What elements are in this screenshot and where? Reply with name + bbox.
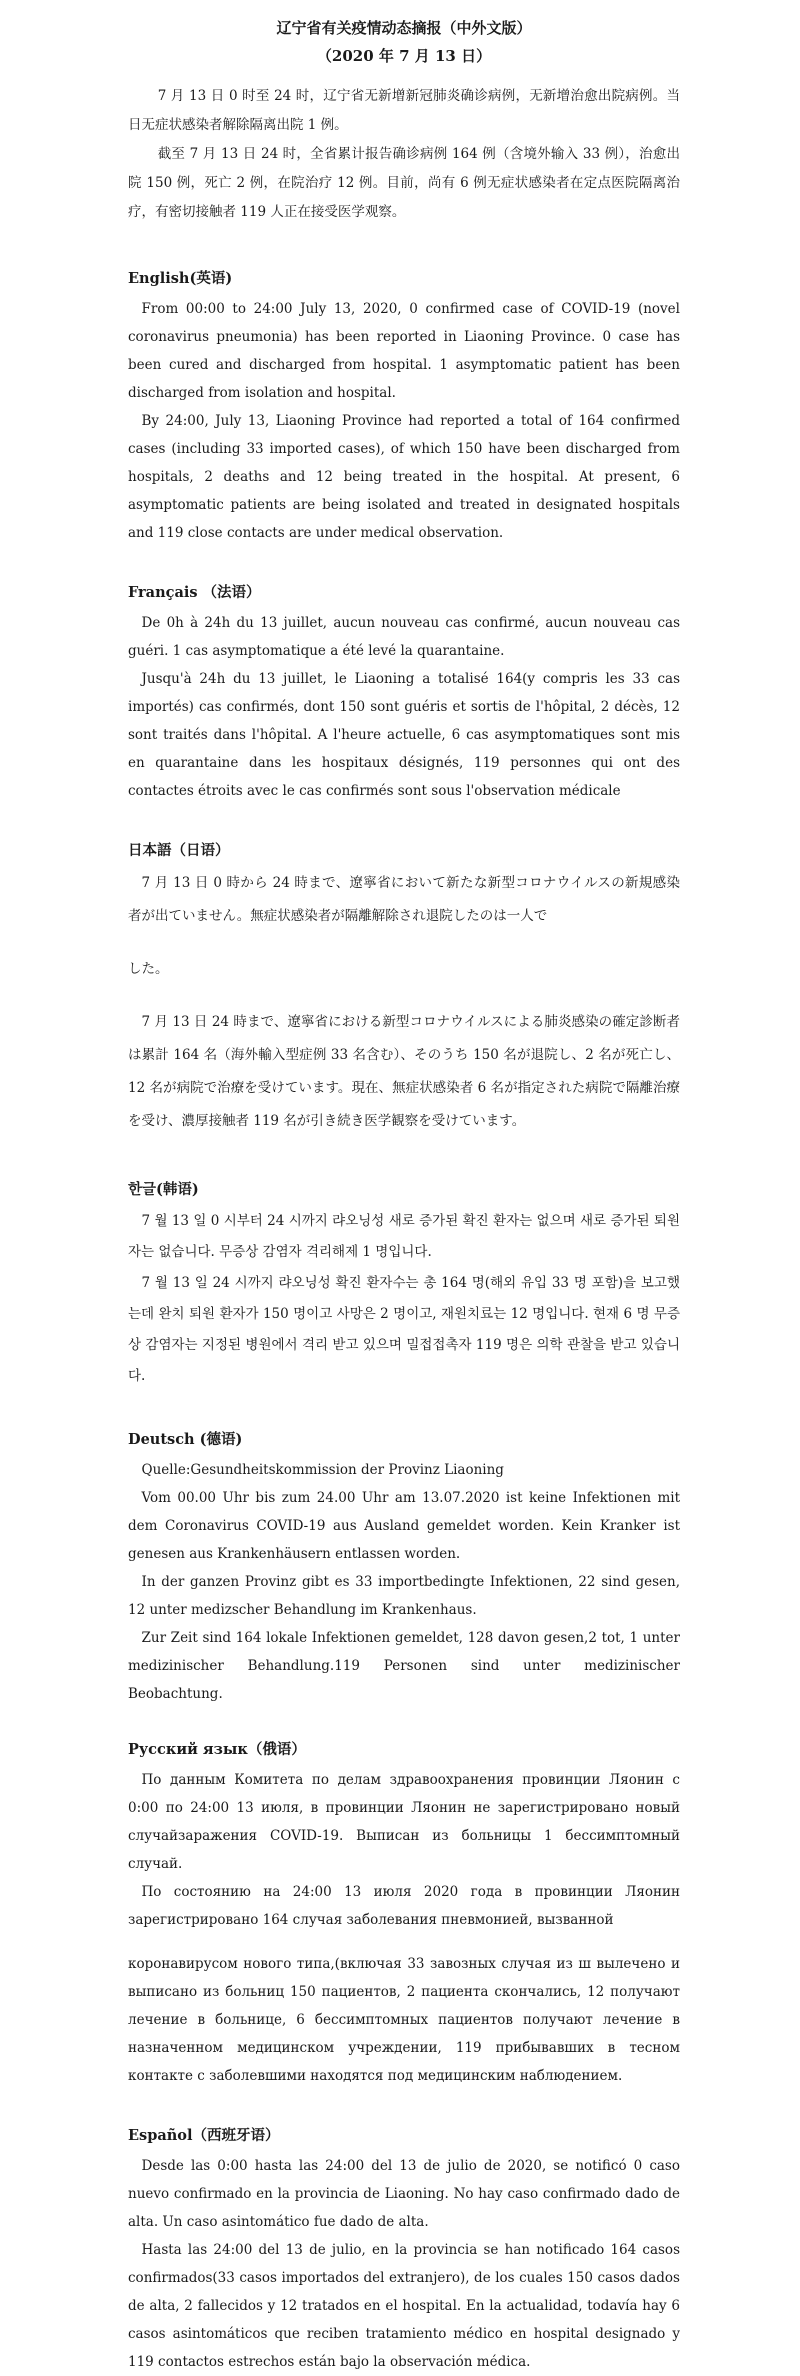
chinese-paragraph-2: 截至 7 月 13 日 24 时，全省累计报告确诊病例 164 例（含境外输入 33 例），治愈出院 150 例，死亡 2 例，在院治疗 12 例。目前，尚有 6 例无症状感染者在定点医院隔离治疗，有密切接触者 119 人正在接受医学观察。 — [128, 146, 680, 220]
english-paragraph-2: By 24:00, July 13, Liaoning Province had reported a total of 164 confirmed cases (including 33 imported cases), of which 150 have been discharged from hospitals, 2 deaths and 12 being treated in the hospital. At present, 6 asymptomatic patients are being isolated and treated in designated hospitals and 119 close contacts are under medical observation. — [128, 413, 680, 541]
section-english — [128, 267, 680, 547]
russian-heading: Русский язык（俄语） — [128, 1741, 306, 1758]
russian-paragraph-2-continued: коронавирусом нового типа,(включая 33 завозных случая из ш вылечено и выписано из больниц 150 пациентов, 2 пациента скончались, 12 получают лечение в больнице, 6 бессимптомных пациентов получают лечение в назначенном медицинском учреждении, 119 прибывавших в тесном контакте с заболевшими находятся под медицинским наблюдением. — [128, 1956, 680, 2084]
korean-heading: 한글(韩语) — [128, 1181, 199, 1198]
french-paragraph-1: De 0h à 24h du 13 juillet, aucun nouveau cas confirmé, aucun nouveau cas guéri. 1 cas asymptomatique a été levé la quarantaine. — [128, 615, 680, 659]
french-paragraph-2: Jusqu'à 24h du 13 juillet, le Liaoning a totalisé 164(y compris les 33 cas importés) cas confirmés, dont 150 sont guéris et sortis de l'hôpital, 2 décès, 12 sont traités dans l'hôpital. A l'heure actuelle, 6 cas asymptomatiques sont mis en quarantaine dans les hospitaux désignés, 119 personnes qui ont des contactes étroits avec le cas confirmés sont sous l'observation médicale — [128, 671, 680, 799]
korean-paragraph-1: 7 월 13 일 0 시부터 24 시까지 랴오닝성 새로 증가된 확진 환자는 없으며 새로 증가된 퇴원자는 없습니다. 무증상 감염자 격리해제 1 명입니다. — [128, 1213, 680, 1260]
russian-paragraph-1: По данным Комитета по делам здравоохранения провинции Ляонин с 0:00 по 24:00 13 июля, в провинции Ляонин не зарегистрировано новый случайзаражения COVID-19. Выписан из больницы 1 бессимптомный случай. — [128, 1772, 680, 1872]
document-date: （2020 年 7 月 13 日） — [316, 47, 492, 65]
section-german — [128, 1428, 680, 1708]
section-korean — [128, 1178, 680, 1392]
japanese-heading: 日本語（日语） — [128, 842, 230, 859]
german-paragraph-3: Zur Zeit sind 164 lokale Infektionen gemeldet, 128 davon gesen,2 tot, 1 unter medizinischer Behandlung.119 Personen sind unter medizinischer Beobachtung. — [128, 1630, 680, 1702]
document-title: 辽宁省有关疫情动态摘报（中外文版） — [276, 19, 532, 37]
section-chinese — [128, 82, 680, 227]
japanese-paragraph-1: 7 月 13 日 0 時から 24 時まで、遼寧省において新たな新型コロナウイルスの新規感染者が出ていません。無症状感染者が隔離解除され退院したのは一人で — [128, 875, 680, 924]
section-russian — [128, 1738, 680, 2090]
spanish-heading: Español（西班牙语） — [128, 2127, 280, 2144]
german-paragraph-1: Vom 00.00 Uhr bis zum 24.00 Uhr am 13.07.2020 ist keine Infektionen mit dem Coronavirus COVID-19 aus Ausland gemeldet worden. Kein Kranker ist genesen aus Krankenhäusern entlassen worden. — [128, 1490, 680, 1562]
german-heading: Deutsch (德语) — [128, 1431, 243, 1448]
chinese-paragraph-1: 7 月 13 日 0 时至 24 时，辽宁省无新增新冠肺炎确诊病例，无新增治愈出院病例。当日无症状感染者解除隔离出院 1 例。 — [128, 88, 680, 133]
spanish-paragraph-1: Desde las 0:00 hasta las 24:00 del 13 de julio de 2020, se notificó 0 caso nuevo confirmado en la provincia de Liaoning. No hay caso confirmado dado de alta. Un caso asintomático fue dado de alta. — [128, 2158, 680, 2230]
french-heading: Français （法语） — [128, 584, 261, 601]
section-spanish — [128, 2124, 680, 2376]
section-japanese — [128, 839, 680, 1138]
section-french — [128, 581, 680, 805]
japanese-paragraph-1-end: した。 — [128, 961, 169, 977]
german-paragraph-2: In der ganzen Provinz gibt es 33 importbedingte Infektionen, 22 sind gesen, 12 unter medizscher Behandlung im Krankenhaus. — [128, 1574, 680, 1618]
korean-paragraph-2: 7 월 13 일 24 시까지 랴오닝성 확진 환자수는 총 164 명(해외 유입 33 명 포함)을 보고했는데 완치 퇴원 환자가 150 명이고 사망은 2 명이고, 재원치료는 12 명입니다. 현재 6 명 무증상 감염자는 지정된 병원에서 격리 받고 있으며 밀접접촉자 119 명은 의학 관찰을 받고 있습니다. — [128, 1275, 680, 1384]
spanish-paragraph-2: Hasta las 24:00 del 13 de julio, en la provincia se han notificado 164 casos confirmados(33 casos importados del extranjero), de los cuales 150 casos dados de alta, 2 fallecidos y 12 tratados en el hospital. En la actualidad, todavía hay 6 casos asintomáticos que reciben tratamiento médico en hospital designado y 119 contactos estrechos están bajo la observación médica. — [128, 2242, 680, 2370]
japanese-paragraph-2: 7 月 13 日 24 時まで、遼寧省における新型コロナウイルスによる肺炎感染の確定診断者は累計 164 名（海外輸入型症例 33 名含む）、そのうち 150 名が退院し、2 名が死亡し、12 名が病院で治療を受けています。現在、無症状感染者 6 名が指定された病院で隔離治療を受け、濃厚接触者 119 名が引き続き医学観察を受けています。 — [128, 1014, 680, 1129]
russian-paragraph-2: По состоянию на 24:00 13 июля 2020 года в провинции Ляонин зарегистрировано 164 случая заболевания пневмонией, вызванной — [128, 1884, 680, 1928]
english-heading: English(英语) — [128, 270, 233, 287]
english-paragraph-1: From 00:00 to 24:00 July 13, 2020, 0 confirmed case of COVID-19 (novel coronavirus pneumonia) has been reported in Liaoning Province. 0 case has been cured and discharged from hospital. 1 asymptomatic patient has been discharged from isolation and hospital. — [128, 301, 680, 401]
german-source: Quelle:Gesundheitskommission der Provinz Liaoning — [141, 1462, 504, 1478]
